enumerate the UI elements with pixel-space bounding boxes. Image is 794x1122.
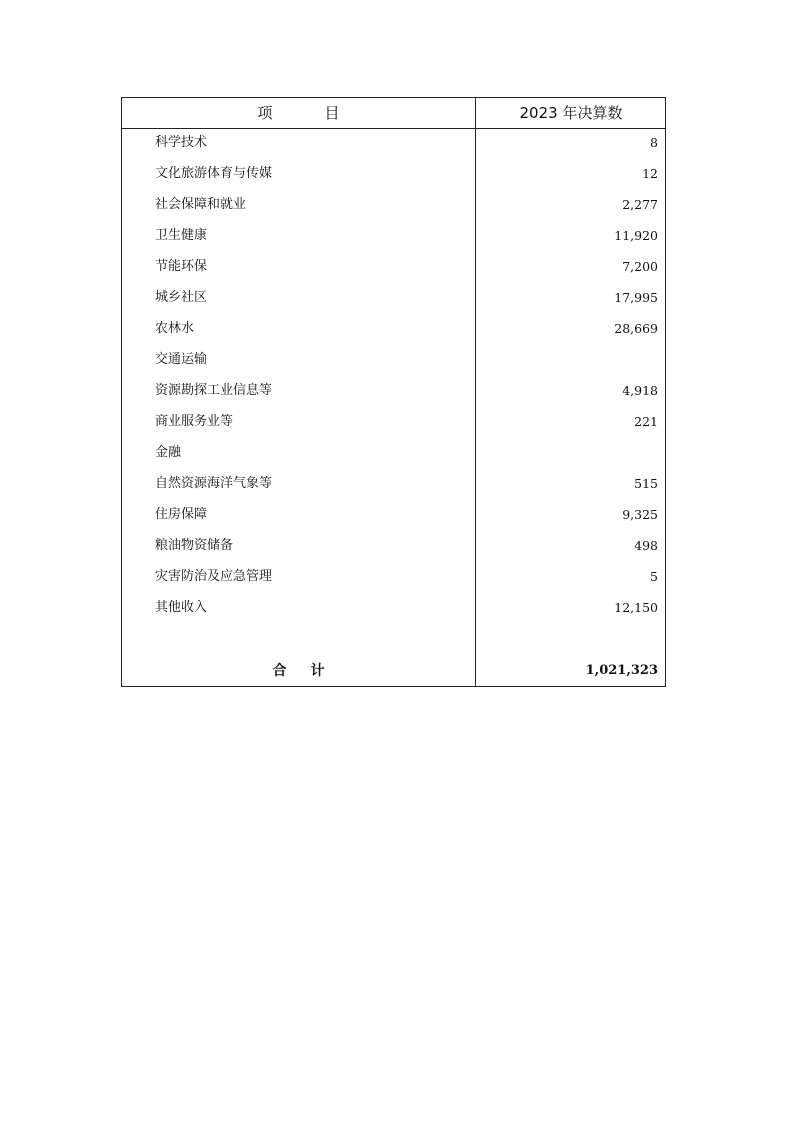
row-label: 其他收入	[155, 600, 208, 615]
table-row	[122, 284, 665, 315]
table-row	[122, 377, 665, 408]
table-row	[122, 408, 665, 439]
row-value: 515	[634, 476, 658, 491]
table-row	[122, 315, 665, 346]
row-label: 商业服务业等	[155, 414, 234, 429]
table-row	[122, 532, 665, 563]
table-row	[122, 563, 665, 594]
header-item-part1: 项	[257, 104, 273, 122]
row-value: 9,325	[622, 507, 658, 522]
table-row	[122, 222, 665, 253]
table-row	[122, 346, 665, 377]
header-item-part2: 目	[324, 104, 340, 122]
table-row	[122, 253, 665, 284]
row-value: 12	[642, 166, 658, 181]
row-label: 农林水	[155, 321, 195, 336]
row-value: 8	[650, 135, 658, 150]
table-row	[122, 594, 665, 625]
table-row	[122, 191, 665, 222]
total-label	[122, 656, 475, 686]
total-label-part1: 合	[272, 663, 287, 679]
row-value: 7,200	[622, 259, 658, 274]
row-value: 498	[634, 538, 658, 553]
row-value: 4,918	[622, 383, 658, 398]
row-label: 社会保障和就业	[155, 197, 247, 212]
row-label: 节能环保	[155, 259, 208, 274]
table-row	[122, 160, 665, 191]
row-label: 交通运输	[155, 352, 208, 367]
table-row	[122, 470, 665, 501]
row-label: 城乡社区	[155, 290, 208, 305]
total-label-part2: 计	[310, 663, 325, 679]
row-value: 17,995	[614, 290, 658, 305]
table-row	[122, 439, 665, 470]
budget-table	[121, 97, 666, 687]
row-value: 12,150	[614, 600, 658, 615]
row-label: 文化旅游体育与传媒	[155, 166, 273, 181]
row-value: 11,920	[614, 228, 658, 243]
row-label: 灾害防治及应急管理	[155, 569, 273, 584]
row-label: 粮油物资储备	[155, 538, 234, 553]
row-label: 住房保障	[155, 507, 208, 522]
table-header	[122, 98, 665, 128]
row-value: 221	[634, 414, 658, 429]
table-body	[122, 129, 665, 625]
header-item-column	[122, 98, 475, 128]
table-row	[122, 129, 665, 160]
table-row	[122, 501, 665, 532]
row-label: 资源勘探工业信息等	[155, 383, 273, 398]
row-label: 科学技术	[155, 135, 208, 150]
header-value-column: 2023 年决算数	[519, 104, 623, 122]
row-label: 自然资源海洋气象等	[155, 476, 273, 491]
total-value: 1,021,323	[585, 663, 658, 678]
row-label: 金融	[155, 445, 182, 460]
row-label: 卫生健康	[155, 228, 208, 243]
row-value: 28,669	[614, 321, 658, 336]
row-value: 2,277	[622, 197, 658, 212]
total-row	[122, 656, 665, 686]
row-value: 5	[650, 569, 658, 584]
